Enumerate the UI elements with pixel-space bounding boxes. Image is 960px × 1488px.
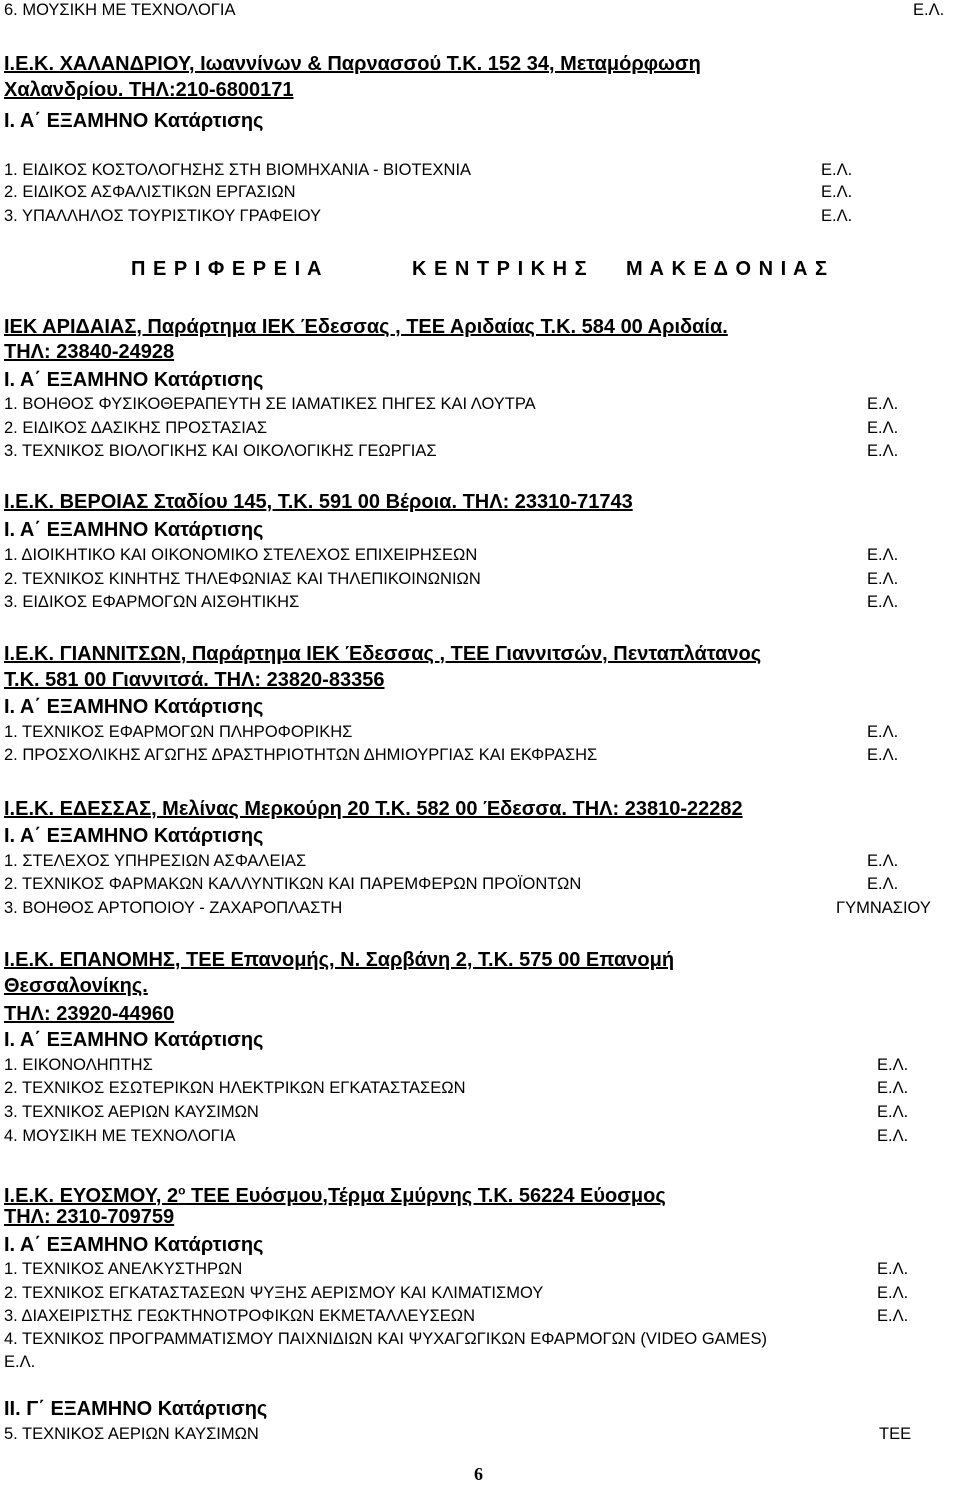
- list-item: 3. ΤΕΧΝΙΚΟΣ ΑΕΡΙΩΝ ΚΑΥΣΙΜΩΝ: [4, 1103, 259, 1121]
- school-title-cont: Θεσσαλονίκης.: [4, 975, 148, 997]
- item-tag: Ε.Λ.: [867, 723, 899, 741]
- school-title: Ι.Ε.Κ. ΕΠΑΝΟΜΗΣ, ΤΕΕ Επανομής, Ν. Σαρβάνη 2, Τ.Κ. 575 00 Επανομή: [4, 949, 675, 971]
- school-title: Ι.Ε.Κ. ΓΙΑΝΝΙΤΣΩΝ, Παράρτημα ΙΕΚ Έδεσσας , ΤΕΕ Γιαννιτσών, Πενταπλάτανος: [4, 643, 762, 665]
- item-tag: Ε.Λ.: [867, 442, 899, 460]
- list-item: 5. ΤΕΧΝΙΚΟΣ ΑΕΡΙΩΝ ΚΑΥΣΙΜΩΝ: [4, 1425, 259, 1443]
- item-tag: Ε.Λ.: [867, 546, 899, 564]
- item-tag: Ε.Λ.: [877, 1127, 909, 1145]
- school-title-cont: ΤΗΛ: 23840-24928: [4, 341, 175, 363]
- item-tag: Ε.Λ.: [877, 1056, 909, 1074]
- item-tag: Ε.Λ.: [877, 1079, 909, 1097]
- list-item: 1. ΒΟΗΘΟΣ ΦΥΣΙΚΟΘΕΡΑΠΕΥΤΗ ΣΕ ΙΑΜΑΤΙΚΕΣ ΠΗΓΕΣ ΚΑΙ ΛΟΥΤΡΑ: [4, 395, 536, 413]
- document-page: [4, 0, 960, 1488]
- item-tag: Ε.Λ.: [867, 570, 899, 588]
- page-number: 6: [474, 1464, 483, 1484]
- school-title: Ι.Ε.Κ. ΧΑΛΑΝΔΡΙΟΥ, Ιωαννίνων & Παρνασσού Τ.Κ. 152 34, Μεταμόρφωση: [4, 53, 701, 75]
- item-tag: Ε.Λ.: [821, 207, 853, 225]
- list-item: 4. ΜΟΥΣΙΚΗ ΜΕ ΤΕΧΝΟΛΟΓΙΑ: [4, 1127, 236, 1145]
- list-item: 3. ΔΙΑΧΕΙΡΙΣΤΗΣ ΓΕΩΚΤΗΝΟΤΡΟΦΙΚΩΝ ΕΚΜΕΤΑΛΛΕΥΣΕΩΝ: [4, 1307, 476, 1325]
- school-title: Ι.Ε.Κ. ΕΔΕΣΣΑΣ, Μελίνας Μερκούρη 20 Τ.Κ. 582 00 Έδεσσα. ΤΗΛ: 23810-22282: [4, 798, 743, 820]
- list-item: [4, 0, 235, 20]
- semester-heading: Ι. Α΄ ΕΞΑΜΗΝΟ Κατάρτισης: [4, 519, 264, 541]
- list-item: 3. ΒΟΗΘΟΣ ΑΡΤΟΠΟΙΟΥ - ΖΑΧΑΡΟΠΛΑΣΤΗ: [4, 899, 343, 917]
- item-tag: Ε.Λ.: [821, 183, 853, 201]
- item-tag: Ε.Λ.: [821, 161, 853, 179]
- list-item: 2. ΤΕΧΝΙΚΟΣ ΚΙΝΗΤΗΣ ΤΗΛΕΦΩΝΙΑΣ ΚΑΙ ΤΗΛΕΠΙΚΟΙΝΩΝΙΩΝ: [4, 570, 481, 588]
- item-tag: Ε.Λ.: [867, 852, 899, 870]
- list-item: 1. ΤΕΧΝΙΚΟΣ ΑΝΕΛΚΥΣΤΗΡΩΝ: [4, 1260, 243, 1278]
- school-title: Ι.Ε.Κ. ΒΕΡΟΙΑΣ Σταδίου 145, Τ.Κ. 591 00 Βέροια. ΤΗΛ: 23310-71743: [4, 491, 633, 513]
- item-tag: Ε.Λ.: [877, 1307, 909, 1325]
- region-word: Π Ε Ρ Ι Φ Ε Ρ Ε Ι Α: [131, 258, 323, 280]
- school-phone: ΤΗΛ: 23920-44960: [4, 1003, 175, 1025]
- item-tag: Ε.Λ.: [913, 1, 945, 19]
- semester-heading: Ι. Α΄ ΕΞΑΜΗΝΟ Κατάρτισης: [4, 1234, 264, 1256]
- semester-heading: Ι. Α΄ ΕΞΑΜΗΝΟ Κατάρτισης: [4, 369, 264, 391]
- list-item: 3. ΤΕΧΝΙΚΟΣ ΒΙΟΛΟΓΙΚΗΣ ΚΑΙ ΟΙΚΟΛΟΓΙΚΗΣ ΓΕΩΡΓΙΑΣ: [4, 442, 437, 460]
- list-item: 3. ΥΠΑΛΛΗΛΟΣ ΤΟΥΡΙΣΤΙΚΟΥ ΓΡΑΦΕΙΟΥ: [4, 207, 322, 225]
- region-word: Κ Ε Ν Τ Ρ Ι Κ Η Σ: [412, 258, 588, 280]
- semester-heading: ΙΙ. Γ΄ ΕΞΑΜΗΝΟ Κατάρτισης: [4, 1398, 268, 1420]
- list-item: 3. ΕΙΔΙΚΟΣ ΕΦΑΡΜΟΓΩΝ ΑΙΣΘΗΤΙΚΗΣ: [4, 593, 300, 611]
- item-tag: Ε.Λ.: [867, 746, 899, 764]
- school-phone: ΤΗΛ: 2310-709759: [4, 1206, 175, 1228]
- list-item: 2. ΤΕΧΝΙΚΟΣ ΕΣΩΤΕΡΙΚΩΝ ΗΛΕΚΤΡΙΚΩΝ ΕΓΚΑΤΑΣΤΑΣΕΩΝ: [4, 1079, 466, 1097]
- item-tag: Ε.Λ.: [4, 1353, 36, 1371]
- list-item: 4. ΤΕΧΝΙΚΟΣ ΠΡΟΓΡΑΜΜΑΤΙΣΜΟΥ ΠΑΙΧΝΙΔΙΩΝ ΚΑΙ ΨΥΧΑΓΩΓΙΚΩΝ ΕΦΑΡΜΟΓΩΝ (VIDEO GAMES): [4, 1330, 767, 1348]
- list-item: 1. ΣΤΕΛΕΧΟΣ ΥΠΗΡΕΣΙΩΝ ΑΣΦΑΛΕΙΑΣ: [4, 852, 307, 870]
- school-title-cont: Χαλανδρίου. ΤΗΛ:210-6800171: [4, 79, 294, 101]
- school-title-cont: Τ.Κ. 581 00 Γιαννιτσά. ΤΗΛ: 23820-83356: [4, 669, 385, 691]
- school-title: ΙΕΚ ΑΡΙΔΑΙΑΣ, Παράρτημα ΙΕΚ Έδεσσας , ΤΕΕ Αριδαίας Τ.Κ. 584 00 Αριδαία.: [4, 316, 728, 338]
- item-tag: ΓΥΜΝΑΣΙΟΥ: [836, 899, 931, 917]
- list-item: 2. ΕΙΔΙΚΟΣ ΑΣΦΑΛΙΣΤΙΚΩΝ ΕΡΓΑΣΙΩΝ: [4, 183, 296, 201]
- item-tag: ΤΕΕ: [879, 1425, 912, 1443]
- list-item: 2. ΤΕΧΝΙΚΟΣ ΕΓΚΑΤΑΣΤΑΣΕΩΝ ΨΥΞΗΣ ΑΕΡΙΣΜΟΥ ΚΑΙ ΚΛΙΜΑΤΙΣΜΟΥ: [4, 1284, 544, 1302]
- item-tag: Ε.Λ.: [867, 593, 899, 611]
- item-tag: Ε.Λ.: [867, 875, 899, 893]
- region-word: Μ Α Κ Ε Δ Ο Ν Ι Α Σ: [626, 258, 829, 280]
- item-tag: Ε.Λ.: [877, 1260, 909, 1278]
- semester-heading: Ι. Α΄ ΕΞΑΜΗΝΟ Κατάρτισης: [4, 110, 264, 132]
- list-item: 1. ΕΙΚΟΝΟΛΗΠΤΗΣ: [4, 1056, 153, 1074]
- list-item: 1. ΔΙΟΙΚΗΤΙΚΟ ΚΑΙ ΟΙΚΟΝΟΜΙΚΟ ΣΤΕΛΕΧΟΣ ΕΠΙΧΕΙΡΗΣΕΩΝ: [4, 546, 478, 564]
- item-tag: Ε.Λ.: [877, 1103, 909, 1121]
- semester-heading: Ι. Α΄ ΕΞΑΜΗΝΟ Κατάρτισης: [4, 1029, 264, 1051]
- item-tag: Ε.Λ.: [867, 419, 899, 437]
- list-item: 1. ΕΙΔΙΚΟΣ ΚΟΣΤΟΛΟΓΗΣΗΣ ΣΤΗ ΒΙΟΜΗΧΑΝΙΑ - ΒΙΟΤΕΧΝΙΑ: [4, 161, 472, 179]
- semester-heading: Ι. Α΄ ΕΞΑΜΗΝΟ Κατάρτισης: [4, 696, 264, 718]
- list-item: 2. ΤΕΧΝΙΚΟΣ ΦΑΡΜΑΚΩΝ ΚΑΛΛΥΝΤΙΚΩΝ ΚΑΙ ΠΑΡΕΜΦΕΡΩΝ ΠΡΟΪΟΝΤΩΝ: [4, 875, 582, 893]
- item-tag: Ε.Λ.: [877, 1284, 909, 1302]
- school-title: Ι.Ε.Κ. ΕΥΟΣΜΟΥ, $2^o$ ΤΕΕ Ευόσμου,Τέρμα Σμύρνης Τ.Κ. 56224 Εύοσμος: [4, 1183, 666, 1207]
- list-item: 2. ΠΡΟΣΧΟΛΙΚΗΣ ΑΓΩΓΗΣ ΔΡΑΣΤΗΡΙΟΤΗΤΩΝ ΔΗΜΙΟΥΡΓΙΑΣ ΚΑΙ ΕΚΦΡΑΣΗΣ: [4, 746, 598, 764]
- item-text: 6. ΜΟΥΣΙΚΗ ΜΕ ΤΕΧΝΟΛΟΓΙΑ: [4, 1, 236, 19]
- semester-heading: Ι. Α΄ ΕΞΑΜΗΝΟ Κατάρτισης: [4, 825, 264, 847]
- list-item: 1. ΤΕΧΝΙΚΟΣ ΕΦΑΡΜΟΓΩΝ ΠΛΗΡΟΦΟΡΙΚΗΣ: [4, 723, 353, 741]
- item-tag: Ε.Λ.: [867, 395, 899, 413]
- list-item: 2. ΕΙΔΙΚΟΣ ΔΑΣΙΚΗΣ ΠΡΟΣΤΑΣΙΑΣ: [4, 419, 268, 437]
